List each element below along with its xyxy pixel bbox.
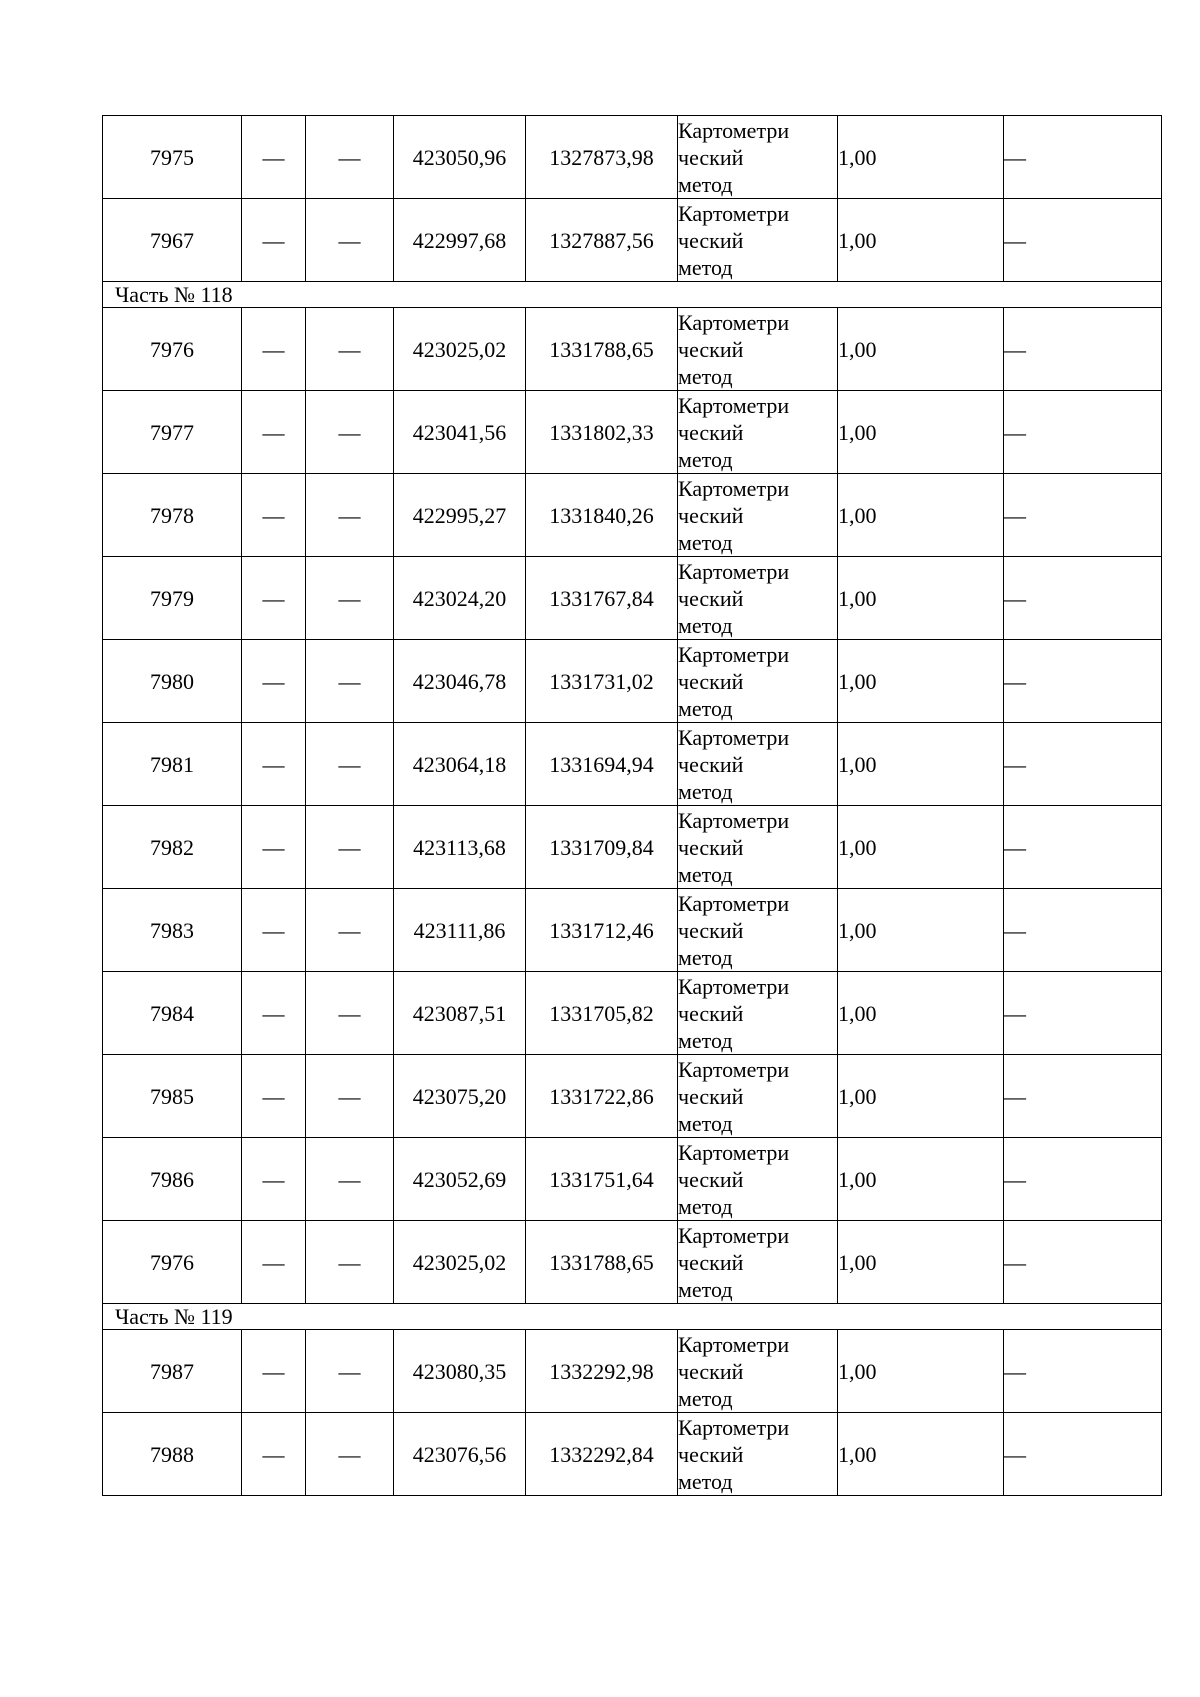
empty-dash-1: — (242, 806, 306, 889)
empty-dash-1: — (242, 1221, 306, 1304)
method-line: Картометри (678, 1056, 790, 1082)
method-line: Картометри (678, 641, 790, 667)
accuracy-value: 1,00 (838, 199, 1004, 282)
method-cell (678, 557, 838, 640)
empty-dash-2: — (306, 1330, 394, 1413)
empty-dash-3: — (1004, 199, 1162, 282)
method-line: метод (678, 1468, 733, 1494)
coordinate-x: 423087,51 (394, 972, 526, 1055)
table-row (103, 1330, 1162, 1413)
empty-dash-2: — (306, 391, 394, 474)
point-number: 7967 (103, 199, 242, 282)
method-cell (678, 640, 838, 723)
empty-dash-2: — (306, 1221, 394, 1304)
coordinate-y: 1331731,02 (526, 640, 678, 723)
method-line: метод (678, 529, 733, 555)
accuracy-value: 1,00 (838, 474, 1004, 557)
method-line: Картометри (678, 1414, 790, 1440)
empty-dash-1: — (242, 889, 306, 972)
point-number: 7979 (103, 557, 242, 640)
method-line: метод (678, 254, 733, 280)
coordinate-y: 1331802,33 (526, 391, 678, 474)
method-cell (678, 1138, 838, 1221)
accuracy-value: 1,00 (838, 640, 1004, 723)
method-cell (678, 972, 838, 1055)
coordinate-y: 1327873,98 (526, 116, 678, 199)
coordinate-y: 1331751,64 (526, 1138, 678, 1221)
method-line: метод (678, 446, 733, 472)
method-line: ческий (678, 1083, 744, 1109)
method-line: Картометри (678, 200, 790, 226)
point-number: 7985 (103, 1055, 242, 1138)
empty-dash-3: — (1004, 391, 1162, 474)
accuracy-value: 1,00 (838, 1330, 1004, 1413)
coordinate-y: 1331705,82 (526, 972, 678, 1055)
coordinate-x: 423046,78 (394, 640, 526, 723)
method-line: Картометри (678, 890, 790, 916)
point-number: 7984 (103, 972, 242, 1055)
coordinate-x: 423080,35 (394, 1330, 526, 1413)
method-line: метод (678, 778, 733, 804)
method-line: метод (678, 1027, 733, 1053)
empty-dash-3: — (1004, 308, 1162, 391)
method-cell (678, 199, 838, 282)
method-line: метод (678, 861, 733, 887)
coordinate-x: 423052,69 (394, 1138, 526, 1221)
method-cell (678, 116, 838, 199)
method-cell (678, 308, 838, 391)
empty-dash-1: — (242, 391, 306, 474)
table-row (103, 723, 1162, 806)
empty-dash-3: — (1004, 972, 1162, 1055)
empty-dash-2: — (306, 972, 394, 1055)
method-cell (678, 391, 838, 474)
method-line: ческий (678, 419, 744, 445)
coordinate-y: 1331767,84 (526, 557, 678, 640)
part-header-row (103, 1304, 1162, 1330)
empty-dash-3: — (1004, 557, 1162, 640)
method-line: ческий (678, 227, 744, 253)
method-cell (678, 1330, 838, 1413)
table-row (103, 391, 1162, 474)
coordinate-x: 423111,86 (394, 889, 526, 972)
coordinate-x: 423024,20 (394, 557, 526, 640)
method-line: метод (678, 1110, 733, 1136)
empty-dash-3: — (1004, 1330, 1162, 1413)
coordinate-x: 423064,18 (394, 723, 526, 806)
table-row (103, 972, 1162, 1055)
point-number: 7988 (103, 1413, 242, 1496)
method-line: Картометри (678, 1331, 790, 1357)
coordinates-table (102, 115, 1162, 1496)
empty-dash-3: — (1004, 1055, 1162, 1138)
table-row (103, 1221, 1162, 1304)
method-line: ческий (678, 1358, 744, 1384)
method-cell (678, 474, 838, 557)
method-line: метод (678, 1385, 733, 1411)
point-number: 7982 (103, 806, 242, 889)
method-line: Картометри (678, 807, 790, 833)
empty-dash-2: — (306, 1138, 394, 1221)
table-body (103, 116, 1162, 1496)
coordinate-y: 1332292,84 (526, 1413, 678, 1496)
method-line: ческий (678, 1166, 744, 1192)
method-line: метод (678, 612, 733, 638)
method-line: ческий (678, 336, 744, 362)
method-line: ческий (678, 502, 744, 528)
table-row (103, 308, 1162, 391)
empty-dash-1: — (242, 1330, 306, 1413)
coordinate-y: 1331788,65 (526, 1221, 678, 1304)
method-cell (678, 1221, 838, 1304)
empty-dash-1: — (242, 972, 306, 1055)
table-row (103, 1055, 1162, 1138)
part-header-row (103, 282, 1162, 308)
empty-dash-2: — (306, 474, 394, 557)
empty-dash-1: — (242, 1055, 306, 1138)
method-line: метод (678, 695, 733, 721)
coordinate-x: 423050,96 (394, 116, 526, 199)
coordinate-y: 1327887,56 (526, 199, 678, 282)
empty-dash-3: — (1004, 640, 1162, 723)
accuracy-value: 1,00 (838, 723, 1004, 806)
method-line: Картометри (678, 309, 790, 335)
empty-dash-3: — (1004, 889, 1162, 972)
point-number: 7976 (103, 308, 242, 391)
empty-dash-2: — (306, 640, 394, 723)
method-line: Картометри (678, 973, 790, 999)
coordinate-x: 423075,20 (394, 1055, 526, 1138)
coordinate-x: 423113,68 (394, 806, 526, 889)
coordinate-y: 1332292,98 (526, 1330, 678, 1413)
coordinate-x: 422995,27 (394, 474, 526, 557)
empty-dash-2: — (306, 806, 394, 889)
coordinate-y: 1331712,46 (526, 889, 678, 972)
empty-dash-2: — (306, 199, 394, 282)
accuracy-value: 1,00 (838, 308, 1004, 391)
method-line: ческий (678, 834, 744, 860)
method-line: метод (678, 363, 733, 389)
table-row (103, 557, 1162, 640)
method-line: Картометри (678, 1222, 790, 1248)
empty-dash-3: — (1004, 1138, 1162, 1221)
method-line: метод (678, 171, 733, 197)
empty-dash-1: — (242, 1138, 306, 1221)
coordinate-x: 423025,02 (394, 308, 526, 391)
empty-dash-1: — (242, 1413, 306, 1496)
method-cell (678, 723, 838, 806)
table-row (103, 806, 1162, 889)
point-number: 7981 (103, 723, 242, 806)
accuracy-value: 1,00 (838, 116, 1004, 199)
coordinate-x: 422997,68 (394, 199, 526, 282)
point-number: 7980 (103, 640, 242, 723)
empty-dash-2: — (306, 723, 394, 806)
coordinate-x: 423076,56 (394, 1413, 526, 1496)
method-line: метод (678, 1276, 733, 1302)
method-line: ческий (678, 1249, 744, 1275)
coordinate-y: 1331709,84 (526, 806, 678, 889)
empty-dash-1: — (242, 723, 306, 806)
accuracy-value: 1,00 (838, 557, 1004, 640)
coordinate-y: 1331788,65 (526, 308, 678, 391)
table-row (103, 1138, 1162, 1221)
method-line: Картометри (678, 1139, 790, 1165)
empty-dash-1: — (242, 474, 306, 557)
coordinate-x: 423041,56 (394, 391, 526, 474)
empty-dash-2: — (306, 889, 394, 972)
point-number: 7983 (103, 889, 242, 972)
method-line: Картометри (678, 392, 790, 418)
empty-dash-1: — (242, 308, 306, 391)
empty-dash-1: — (242, 557, 306, 640)
method-cell (678, 806, 838, 889)
method-line: ческий (678, 144, 744, 170)
empty-dash-3: — (1004, 474, 1162, 557)
method-line: ческий (678, 1000, 744, 1026)
method-line: ческий (678, 751, 744, 777)
empty-dash-3: — (1004, 116, 1162, 199)
coordinate-y: 1331694,94 (526, 723, 678, 806)
method-line: Картометри (678, 475, 790, 501)
method-cell (678, 1413, 838, 1496)
method-line: Картометри (678, 117, 790, 143)
method-cell (678, 889, 838, 972)
point-number: 7977 (103, 391, 242, 474)
accuracy-value: 1,00 (838, 1413, 1004, 1496)
method-line: Картометри (678, 558, 790, 584)
accuracy-value: 1,00 (838, 1221, 1004, 1304)
coordinate-y: 1331722,86 (526, 1055, 678, 1138)
coordinate-y: 1331840,26 (526, 474, 678, 557)
empty-dash-2: — (306, 557, 394, 640)
table-row (103, 1413, 1162, 1496)
empty-dash-3: — (1004, 1413, 1162, 1496)
empty-dash-2: — (306, 1055, 394, 1138)
point-number: 7986 (103, 1138, 242, 1221)
method-line: ческий (678, 1441, 744, 1467)
empty-dash-3: — (1004, 806, 1162, 889)
method-line: ческий (678, 917, 744, 943)
point-number: 7987 (103, 1330, 242, 1413)
method-line: ческий (678, 585, 744, 611)
table-row (103, 116, 1162, 199)
accuracy-value: 1,00 (838, 889, 1004, 972)
table-row (103, 889, 1162, 972)
accuracy-value: 1,00 (838, 972, 1004, 1055)
method-line: Картометри (678, 724, 790, 750)
part-label: Часть № 119 (103, 1304, 1162, 1330)
empty-dash-2: — (306, 116, 394, 199)
empty-dash-3: — (1004, 723, 1162, 806)
method-cell (678, 1055, 838, 1138)
empty-dash-1: — (242, 199, 306, 282)
point-number: 7976 (103, 1221, 242, 1304)
accuracy-value: 1,00 (838, 1055, 1004, 1138)
empty-dash-2: — (306, 308, 394, 391)
accuracy-value: 1,00 (838, 391, 1004, 474)
table-row (103, 199, 1162, 282)
accuracy-value: 1,00 (838, 1138, 1004, 1221)
method-line: ческий (678, 668, 744, 694)
point-number: 7975 (103, 116, 242, 199)
method-line: метод (678, 1193, 733, 1219)
point-number: 7978 (103, 474, 242, 557)
table-row (103, 640, 1162, 723)
empty-dash-1: — (242, 116, 306, 199)
empty-dash-3: — (1004, 1221, 1162, 1304)
part-label: Часть № 118 (103, 282, 1162, 308)
empty-dash-1: — (242, 640, 306, 723)
empty-dash-2: — (306, 1413, 394, 1496)
coordinate-x: 423025,02 (394, 1221, 526, 1304)
table-row (103, 474, 1162, 557)
method-line: метод (678, 944, 733, 970)
accuracy-value: 1,00 (838, 806, 1004, 889)
